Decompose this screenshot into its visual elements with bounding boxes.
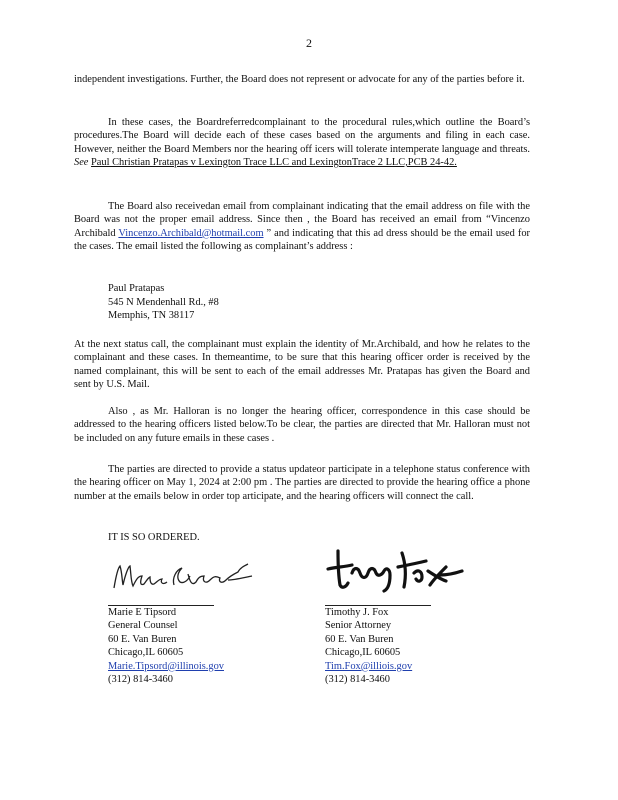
signer-block-fox xyxy=(325,606,412,686)
signer-email-link[interactable]: Tim.Fox@illiois.gov xyxy=(325,660,413,672)
signer-email-link[interactable]: Marie.Tipsord@illinois.gov xyxy=(108,660,224,672)
paragraph-email-address xyxy=(74,200,530,253)
signer-city: Chicago,IL 60605 xyxy=(108,647,184,659)
paragraph-continuation xyxy=(74,73,530,86)
address-name: Paul Pratapas xyxy=(108,283,165,294)
paragraph-status-call xyxy=(74,338,530,391)
citation-signal: See xyxy=(74,156,89,168)
paragraph-text: ” and indicating that this ad dress should be the email used for the cases. The email listed the following as complainant’s address : xyxy=(74,227,530,252)
paragraph-text: The Board also receivedan email from complainant indicating that the email address on file with the Board was not the proper email address. Since then , the Board has received an email from “Vincenzo Archibald xyxy=(74,201,530,239)
signer-phone: (312) 814-3460 xyxy=(108,674,173,686)
signature-fox xyxy=(322,545,467,595)
signer-title: Senior Attorney xyxy=(325,620,392,632)
paragraph-text: At the next status call, the complainant must explain the identity of Mr.Archibald, and how he relates to the complainant and these cases. In themeantime, to be sure that this hearing officer order is received by the named complainant, this will be sent to each of the email addresses Mr. Pratapas has given the Board and sent by U.S. Mail. xyxy=(74,339,530,390)
signer-block-tipsord xyxy=(108,606,224,686)
signer-phone: (312) 814-3460 xyxy=(325,674,390,686)
paragraph-text: independent investigations. Further, the Board does not represent or advocate for any of the parties before it. xyxy=(74,74,525,85)
signer-city: Chicago,IL 60605 xyxy=(325,647,401,659)
it-is-so-ordered: IT IS SO ORDERED. xyxy=(108,532,200,543)
page-number: 2 xyxy=(306,36,312,50)
archibald-email-link[interactable]: Vincenzo.Archibald@hotmail.com xyxy=(118,227,264,239)
address-street: 545 N Mendenhall Rd., #8 xyxy=(108,296,219,308)
paragraph-text: The parties are directed to provide a status updateor participate in a telephone status conference with the hearing officer on May 1, 2024 at 2:00 pm . The parties are directed to provide the hearing office a phone number at the emails below in order top articipate, and the hearing officers will connect the call. xyxy=(74,464,530,502)
signer-name: Marie E Tipsord xyxy=(108,607,177,618)
signer-title: General Counsel xyxy=(108,620,178,632)
case-citation: Paul Christian Pratapas v Lexington Trace LLC and LexingtonTrace 2 LLC,PCB 24-42. xyxy=(91,156,457,168)
address-city: Memphis, TN 38117 xyxy=(108,310,195,321)
signer-street: 60 E. Van Buren xyxy=(325,633,394,645)
signer-street: 60 E. Van Buren xyxy=(108,633,177,645)
complainant-address xyxy=(108,282,219,323)
paragraph-correspondence xyxy=(74,405,530,445)
signature-tipsord xyxy=(110,558,260,596)
signer-name: Timothy J. Fox xyxy=(325,607,389,618)
paragraph-text: In these cases, the Boardreferredcomplainant to the procedural rules,which outline the Board’s procedures.The Board will decide each of these cases based on the arguments and filing in each case. However, neither the Board Members nor the hearing off icers will tolerate intemperate language and threats. xyxy=(74,117,530,155)
paragraph-procedural-rules xyxy=(74,116,530,169)
paragraph-status-conference xyxy=(74,463,530,503)
paragraph-text: Also , as Mr. Halloran is no longer the hearing officer, correspondence in this case should be addressed to the hearing officers listed below.To be clear, the parties are directed that Mr. Halloran must not be included on any future emails in these cases . xyxy=(74,406,530,444)
